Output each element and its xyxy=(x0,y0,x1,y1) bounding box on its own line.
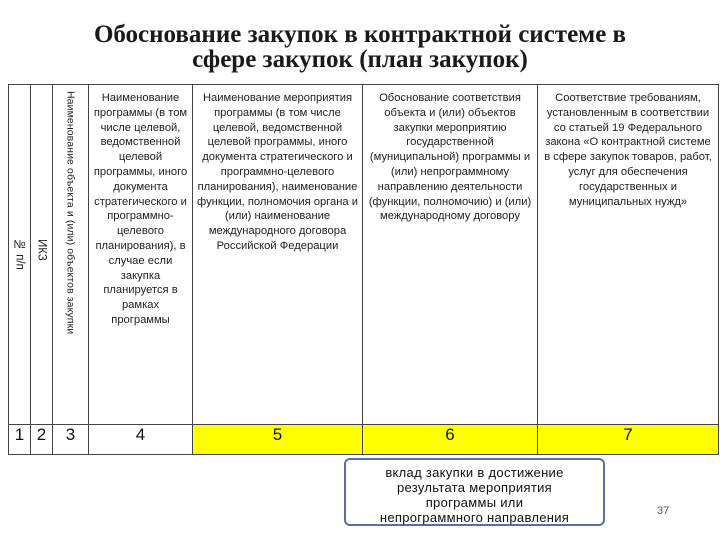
callout-line-1: вклад закупки в достижение xyxy=(385,465,564,480)
header-object-name-label: Наименование объекта и (или) объектов закупки xyxy=(64,91,77,335)
header-event-name: Наименование мероприятия программы (в том числе целевой, ведомственной целевой программы, иного документа стратегического и программно-целевого планирования), наименование функции, полномочия органа и (или) наименование международного договора Российской Федерации xyxy=(193,85,363,425)
header-ikz xyxy=(31,85,53,425)
column-number-6: 6 xyxy=(363,425,538,455)
title-line-1: Обоснование закупок в контрактной системе в xyxy=(93,21,627,48)
column-number-7: 7 xyxy=(538,425,719,455)
title-line-2: сфере закупок (план закупок) xyxy=(192,46,528,73)
header-num-label: № п/п xyxy=(13,239,26,270)
header-ikz-label: ИКЗ xyxy=(35,239,48,261)
procurement-justification-table xyxy=(8,84,719,455)
header-justification: Обоснование соответствия объекта и (или) объектов закупки мероприятию государственной (муниципальной) программы и (или) непрограммному направлению деятельности (функции, полномочию) и (или) международному договору xyxy=(363,85,538,425)
column-number-row xyxy=(9,425,719,455)
header-object-name xyxy=(53,85,89,425)
callout-line-4: непрограммного направления xyxy=(379,510,570,525)
column-number-2: 2 xyxy=(31,425,53,455)
header-row xyxy=(9,85,719,425)
callout-line-3: программы или xyxy=(425,495,524,510)
header-num xyxy=(9,85,31,425)
page-title xyxy=(20,22,700,72)
contribution-callout xyxy=(344,458,605,526)
column-number-5: 5 xyxy=(193,425,363,455)
page-number: 37 xyxy=(657,505,670,517)
header-program-name: Наименование программы (в том числе целевой, ведомственной целевой программы, иного документа стратегического и программно-целевого планирования), в случае если закупка планируется в рамках программы xyxy=(89,85,193,425)
header-compliance: Соответствие требованиям, установленным в соответствии со статьей 19 Федерального закона «О контрактной системе в сфере закупок товаров, работ, услуг для обеспечения государственных и муниципальных нужд» xyxy=(538,85,719,425)
column-number-3: 3 xyxy=(53,425,89,455)
callout-line-2: результата мероприятия xyxy=(396,480,552,495)
column-number-1: 1 xyxy=(9,425,31,455)
column-number-4: 4 xyxy=(89,425,193,455)
